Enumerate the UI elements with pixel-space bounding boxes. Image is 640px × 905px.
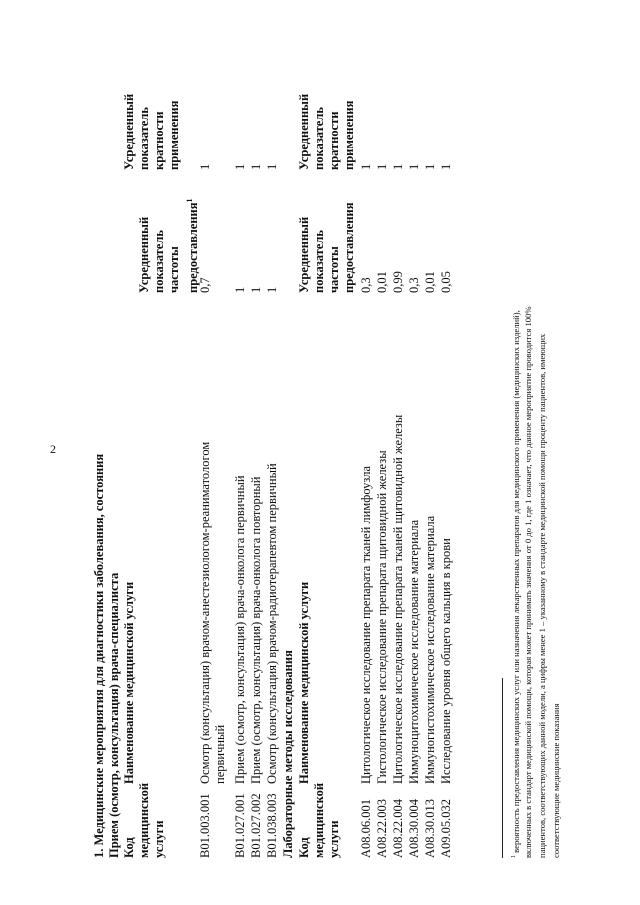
row-code: A09.05.032 [439,798,453,858]
table1-header-frequency-1: Усредненный [137,216,151,293]
row-multiplicity: 1 [198,163,212,170]
row-name-cont: первичный [213,724,227,784]
row-name: Иммуноцитохимическое исследование материала [407,519,421,784]
row-name: Прием (осмотр, консультация) врача-онколога первичный [233,475,247,784]
row-name: Цитологическое исследование препарата тканей лимфоузла [359,465,373,784]
table2-header-code-2: медицинской [312,782,326,858]
row-multiplicity: 1 [233,163,247,170]
row-frequency: 1 [249,286,263,293]
footnote-line-3: пациентов, соответствующих данной модели, а цифры менее 1 – указанному в стандарте медицинской помощи проценту пациентов, имеющих [537,333,547,858]
table1-header-code-3: услуги [152,820,166,858]
row-multiplicity: 1 [407,163,421,170]
table2-header-frequency-3: частоты [327,246,341,293]
row-frequency: 0,01 [375,271,389,293]
table2-header-multiplicity-4: применения [342,100,356,170]
footnote-mark: 1 [511,855,517,858]
row-name: Осмотр (консультация) врачом-анестезиологом-реаниматологом [198,441,212,784]
table1-header-multiplicity-2: показатель [137,107,151,170]
row-multiplicity: 1 [423,163,437,170]
row-code: B01.038.003 [265,793,279,858]
row-name: Иммуногистохимическое исследование материала [423,515,437,784]
table1-header-frequency-3: частоты [167,246,181,293]
table2-subtitle: Лабораторные методы исследования [281,650,295,858]
footnote-line-4: соответствующие медицинские показания [551,703,561,858]
row-code: A08.30.013 [423,798,437,858]
row-frequency: 1 [265,286,279,293]
table2-header-multiplicity-2: показатель [312,107,326,170]
table1-subtitle: Прием (осмотр, консультация) врача-специалиста [107,572,121,858]
row-name: Исследование уровня общего кальция в крови [439,538,453,784]
row-code: B01.003.001 [198,793,212,858]
row-multiplicity: 1 [359,163,373,170]
row-name: Прием (осмотр, консультация) врача-онколога повторный [249,476,263,784]
table1-header-code-1: Код [122,837,136,858]
row-frequency: 0,3 [407,277,421,293]
table1-header-multiplicity-1: Усредненный [122,93,136,170]
table1-header-multiplicity-3: кратности [152,111,166,170]
row-name: Гистологическое исследование препарата щитовидной железы [375,450,389,784]
row-frequency: 0,99 [391,271,405,293]
row-code: A08.22.003 [375,798,389,858]
table2-header-frequency-4: предоставления [342,202,356,293]
row-code: A08.06.001 [359,798,373,858]
row-frequency: 0,05 [439,271,453,293]
table1-header-frequency-4: предоставления$^1$ [185,198,201,293]
footnote-divider [502,678,503,858]
table1-header-frequency-2: показатель [152,230,166,293]
table1-header-name: Наименование медицинской услуги [122,581,136,784]
row-frequency: 0,01 [423,271,437,293]
footnote-line-2: включенных в стандарт медицинской помощи, которая может принимать значения от 0 до 1, где 1 означает, что данное мероприятие проводится 100% [523,306,533,858]
row-code: B01.027.002 [249,793,263,858]
table2-header-name: Наименование медицинской услуги [297,581,311,784]
row-multiplicity: 1 [439,163,453,170]
table1-header-code-2: медицинской [137,782,151,858]
row-code: A08.30.004 [407,798,421,858]
row-code: B01.027.001 [233,793,247,858]
row-multiplicity: 1 [375,163,389,170]
footnote-line-1: $^1$ вероятность предоставления медицинских услуг или назначения лекарственных препаратов для медицинского применения (медицинских изделий), [510,310,521,858]
table2-header-frequency-1: Усредненный [297,216,311,293]
row-code: A08.22.004 [391,798,405,858]
section-title: 1. Медицинские мероприятия для диагностики заболевания, состояния [92,453,106,858]
page-number: 2 [50,442,56,456]
table2-header-multiplicity-3: кратности [327,111,341,170]
table2-header-code-1: Код [297,837,311,858]
row-frequency: 0,3 [359,277,373,293]
row-name: Осмотр (консультация) врачом-радиотерапевтом первичный [265,463,279,784]
row-name: Цитологическое исследование препарата тканей щитовидной железы [391,414,405,784]
table2-header-code-3: услуги [327,820,341,858]
row-frequency: 0,7 [198,277,212,293]
rotated-page-content [92,48,640,858]
row-multiplicity: 1 [249,163,263,170]
table2-header-multiplicity-1: Усредненный [297,93,311,170]
row-frequency: 1 [233,286,247,293]
row-multiplicity: 1 [265,163,279,170]
table2-header-frequency-2: показатель [312,230,326,293]
footnote-ref: 1 [185,198,194,203]
row-multiplicity: 1 [391,163,405,170]
table1-header-multiplicity-4: применения [167,100,181,170]
